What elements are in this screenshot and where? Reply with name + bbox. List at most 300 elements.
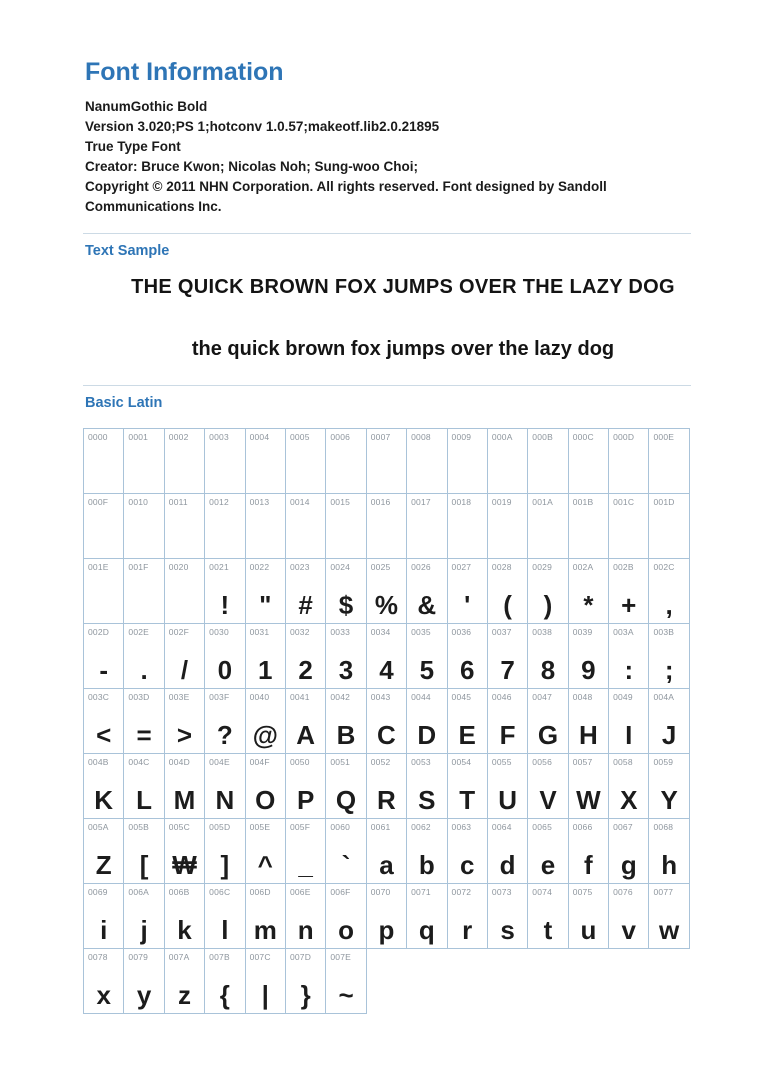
glyph: V <box>539 785 557 815</box>
codepoint-label: 003D <box>128 692 150 702</box>
glyph: p <box>378 915 395 945</box>
glyph: = <box>136 720 152 750</box>
codepoint-label: 0027 <box>451 562 472 572</box>
glyph-cell <box>568 753 609 819</box>
glyph-cell <box>325 948 366 1014</box>
glyph: u <box>580 915 597 945</box>
codepoint-label: 000A <box>491 432 513 442</box>
glyph: q <box>418 915 435 945</box>
codepoint-label: 0029 <box>532 562 553 572</box>
glyph-row <box>83 949 691 1014</box>
text-sample-heading: Text Sample <box>85 243 170 259</box>
glyph: r <box>462 915 473 945</box>
codepoint-label: 006A <box>128 887 150 897</box>
codepoint-label: 0012 <box>209 497 229 507</box>
glyph-row <box>83 428 691 494</box>
glyph-cell <box>164 428 205 494</box>
glyph: " <box>259 590 272 620</box>
glyph: ) <box>543 590 553 620</box>
glyph-cell <box>123 948 164 1014</box>
codepoint-label: 006D <box>249 887 271 897</box>
glyph-cell <box>245 558 286 624</box>
codepoint-label: 0064 <box>491 822 512 832</box>
codepoint-label: 0028 <box>491 562 512 572</box>
codepoint-label: 0042 <box>330 692 351 702</box>
glyph-cell <box>406 688 447 754</box>
codepoint-label: 0077 <box>653 887 674 897</box>
codepoint-label: 007E <box>330 952 351 962</box>
glyph: U <box>498 785 517 815</box>
glyph-cell <box>648 753 689 819</box>
codepoint-label: 0068 <box>653 822 674 832</box>
codepoint-label: 0072 <box>451 887 472 897</box>
codepoint-label: 0023 <box>289 562 310 572</box>
codepoint-label: 0065 <box>532 822 553 832</box>
glyph-cell <box>83 428 124 494</box>
glyph: b <box>418 850 435 880</box>
codepoint-label: 006B <box>168 887 190 897</box>
glyph-cell <box>406 493 447 559</box>
codepoint-label: 0045 <box>451 692 472 702</box>
glyph: 1 <box>258 655 273 685</box>
glyph-cell <box>447 558 488 624</box>
basic-latin-grid <box>83 428 691 1014</box>
glyph-row <box>83 754 691 819</box>
glyph: 6 <box>459 655 475 685</box>
glyph-cell <box>245 688 286 754</box>
codepoint-label: 0039 <box>572 627 593 637</box>
glyph: < <box>96 720 112 750</box>
glyph: H <box>578 720 598 750</box>
glyph-cell <box>285 428 326 494</box>
codepoint-label: 0079 <box>128 952 149 962</box>
glyph: f <box>584 850 593 880</box>
glyph-cell <box>245 428 286 494</box>
codepoint-label: 0052 <box>370 757 391 767</box>
codepoint-label: 007C <box>249 952 271 962</box>
glyph: > <box>176 720 193 750</box>
codepoint-label: 006C <box>209 887 231 897</box>
glyph: . <box>140 655 148 685</box>
glyph-cell <box>204 948 245 1014</box>
glyph: T <box>459 785 476 815</box>
codepoint-label: 000E <box>653 432 675 442</box>
glyph-cell <box>204 753 245 819</box>
codepoint-label: 0019 <box>491 497 512 507</box>
glyph: n <box>297 915 314 945</box>
glyph: X <box>620 785 638 815</box>
glyph: G <box>537 720 559 750</box>
codepoint-label: 0055 <box>491 757 512 767</box>
glyph-cell <box>204 493 245 559</box>
glyph: O <box>255 785 276 815</box>
glyph-cell <box>325 688 366 754</box>
glyph: * <box>583 590 594 620</box>
glyph-cell <box>487 753 528 819</box>
glyph: m <box>253 915 277 945</box>
codepoint-label: 0004 <box>249 432 270 442</box>
codepoint-label: 000B <box>532 432 553 442</box>
glyph-cell <box>487 818 528 884</box>
codepoint-label: 007B <box>209 952 230 962</box>
codepoint-label: 002F <box>168 627 189 637</box>
codepoint-label: 006E <box>289 887 311 897</box>
glyph-cell <box>406 818 447 884</box>
glyph: { <box>219 980 230 1010</box>
glyph-cell <box>245 493 286 559</box>
codepoint-label: 0002 <box>168 432 189 442</box>
codepoint-label: 0018 <box>451 497 472 507</box>
codepoint-label: 0054 <box>451 757 472 767</box>
glyph: d <box>499 850 516 880</box>
text-sample-block <box>83 276 691 361</box>
glyph-row <box>83 494 691 559</box>
glyph-cell <box>83 753 124 819</box>
glyph-cell <box>83 493 124 559</box>
codepoint-label: 0011 <box>168 497 188 507</box>
glyph-cell <box>568 688 609 754</box>
codepoint-label: 0075 <box>572 887 593 897</box>
codepoint-label: 001F <box>128 562 149 572</box>
glyph-cell <box>164 493 205 559</box>
glyph-row <box>83 884 691 949</box>
glyph-cell <box>83 688 124 754</box>
codepoint-label: 001B <box>572 497 594 507</box>
glyph: 4 <box>379 655 394 685</box>
glyph: e <box>540 850 556 880</box>
codepoint-label: 004D <box>168 757 190 767</box>
codepoint-label: 0037 <box>491 627 512 637</box>
glyph: ( <box>503 590 512 620</box>
codepoint-label: 004C <box>128 757 150 767</box>
glyph-cell <box>83 623 124 689</box>
glyph: 7 <box>500 655 515 685</box>
glyph-cell <box>204 428 245 494</box>
codepoint-label: 001D <box>653 497 675 507</box>
glyph: z <box>177 980 191 1010</box>
glyph-cell <box>608 818 649 884</box>
glyph-cell <box>366 688 407 754</box>
glyph: g <box>620 850 637 880</box>
codepoint-label: 0066 <box>572 822 593 832</box>
glyph-cell <box>123 623 164 689</box>
sample-lowercase: the quick brown fox jumps over the lazy dog <box>191 338 615 360</box>
codepoint-label: 0031 <box>249 627 270 637</box>
codepoint-label: 0034 <box>370 627 391 637</box>
codepoint-label: 0041 <box>289 692 310 702</box>
glyph: x <box>96 980 111 1010</box>
glyph-cell <box>406 428 447 494</box>
codepoint-label: 0030 <box>209 627 229 637</box>
codepoint-label: 0073 <box>491 887 512 897</box>
glyph-cell <box>366 753 407 819</box>
glyph-cell <box>487 493 528 559</box>
codepoint-label: 0071 <box>411 887 431 897</box>
codepoint-label: 0058 <box>613 757 633 767</box>
glyph-cell <box>406 623 447 689</box>
codepoint-label: 0009 <box>451 432 472 442</box>
glyph-cell <box>366 428 407 494</box>
codepoint-label: 0026 <box>411 562 431 572</box>
glyph-cell <box>164 623 205 689</box>
glyph-cell <box>285 493 326 559</box>
glyph-cell <box>204 818 245 884</box>
glyph-cell <box>164 753 205 819</box>
glyph: R <box>377 785 396 815</box>
glyph: F <box>499 720 516 750</box>
glyph-cell <box>325 818 366 884</box>
glyph-cell <box>204 688 245 754</box>
glyph-cell <box>285 948 326 1014</box>
font-metadata <box>85 97 685 217</box>
glyph-cell <box>568 558 609 624</box>
glyph: | <box>261 980 269 1010</box>
font-version: Version 3.020;PS 1;hotconv 1.0.57;makeotf.lib2.0.21895 <box>85 119 440 134</box>
glyph-cell <box>487 883 528 949</box>
glyph: i <box>100 915 108 945</box>
glyph-cell <box>608 883 649 949</box>
glyph-cell <box>527 688 568 754</box>
glyph-cell <box>648 428 689 494</box>
glyph-cell <box>406 753 447 819</box>
codepoint-label: 0008 <box>411 432 431 442</box>
codepoint-label: 0043 <box>370 692 391 702</box>
glyph-cell <box>648 818 689 884</box>
glyph: [ <box>139 850 149 880</box>
glyph-cell <box>447 883 488 949</box>
codepoint-label: 0078 <box>88 952 108 962</box>
glyph: E <box>458 720 476 750</box>
glyph-cell <box>608 493 649 559</box>
glyph: $ <box>338 590 354 620</box>
section-divider <box>83 385 691 386</box>
codepoint-label: 0014 <box>289 497 310 507</box>
glyph-cell <box>366 883 407 949</box>
glyph: W <box>576 785 601 815</box>
glyph: ^ <box>257 850 273 880</box>
glyph-cell <box>245 818 286 884</box>
codepoint-label: 0061 <box>370 822 391 832</box>
codepoint-label: 0001 <box>128 432 149 442</box>
codepoint-label: 0032 <box>289 627 310 637</box>
codepoint-label: 005D <box>209 822 231 832</box>
glyph: 9 <box>581 655 596 685</box>
codepoint-label: 003A <box>613 627 634 637</box>
glyph: C <box>377 720 396 750</box>
glyph-cell <box>527 623 568 689</box>
codepoint-label: 005B <box>128 822 150 832</box>
glyph-cell <box>285 623 326 689</box>
codepoint-label: 004A <box>653 692 675 702</box>
sample-uppercase: THE QUICK BROWN FOX JUMPS OVER THE LAZY DOG <box>131 276 675 298</box>
glyph: ` <box>341 850 351 880</box>
codepoint-label: 0059 <box>653 757 674 767</box>
codepoint-label: 001C <box>613 497 635 507</box>
glyph-cell <box>608 623 649 689</box>
glyph-cell <box>487 558 528 624</box>
codepoint-label: 006F <box>330 887 351 897</box>
glyph: I <box>625 720 633 750</box>
glyph-cell <box>285 753 326 819</box>
glyph-cell <box>123 818 164 884</box>
glyph: P <box>296 785 315 815</box>
glyph-cell <box>366 623 407 689</box>
glyph-cell <box>568 883 609 949</box>
glyph: A <box>296 720 316 750</box>
glyph-row <box>83 819 691 884</box>
codepoint-label: 000F <box>88 497 109 507</box>
glyph-cell <box>325 558 366 624</box>
glyph-cell <box>447 493 488 559</box>
glyph-cell <box>164 883 205 949</box>
glyph-cell <box>608 688 649 754</box>
codepoint-label: 0048 <box>572 692 593 702</box>
glyph: Y <box>660 785 678 815</box>
glyph-cell <box>406 558 447 624</box>
glyph: , <box>665 590 673 620</box>
glyph: M <box>173 785 196 815</box>
glyph-cell <box>568 428 609 494</box>
glyph: D <box>417 720 437 750</box>
glyph-cell <box>447 818 488 884</box>
codepoint-label: 0040 <box>249 692 270 702</box>
glyph: B <box>336 720 356 750</box>
glyph-cell <box>648 883 689 949</box>
glyph: ₩ <box>172 850 197 880</box>
glyph-cell <box>204 558 245 624</box>
codepoint-label: 0024 <box>330 562 351 572</box>
glyph-cell <box>648 688 689 754</box>
glyph-cell <box>204 623 245 689</box>
glyph-cell <box>325 883 366 949</box>
glyph: ] <box>220 850 230 880</box>
codepoint-label: 0038 <box>532 627 553 637</box>
codepoint-label: 0007 <box>370 432 391 442</box>
glyph: L <box>136 785 153 815</box>
glyph: ! <box>220 590 230 620</box>
codepoint-label: 0020 <box>168 562 189 572</box>
glyph-cell <box>487 688 528 754</box>
glyph: l <box>221 915 229 945</box>
glyph-cell <box>527 558 568 624</box>
glyph-cell <box>608 558 649 624</box>
glyph: ? <box>216 720 233 750</box>
glyph: _ <box>298 850 313 880</box>
glyph: 8 <box>540 655 556 685</box>
glyph: # <box>298 590 313 620</box>
glyph: k <box>177 915 192 945</box>
glyph-cell <box>568 623 609 689</box>
basic-latin-heading: Basic Latin <box>85 395 163 411</box>
glyph-row <box>83 689 691 754</box>
codepoint-label: 0025 <box>370 562 391 572</box>
glyph-cell <box>366 558 407 624</box>
codepoint-label: 005A <box>88 822 109 832</box>
glyph-cell <box>245 948 286 1014</box>
codepoint-label: 0017 <box>411 497 431 507</box>
codepoint-label: 0010 <box>128 497 149 507</box>
glyph: 5 <box>419 655 435 685</box>
glyph-cell <box>325 753 366 819</box>
glyph: ~ <box>338 980 354 1010</box>
codepoint-label: 0063 <box>451 822 472 832</box>
codepoint-label: 004E <box>209 757 230 767</box>
glyph-cell <box>285 883 326 949</box>
codepoint-label: 003E <box>168 692 190 702</box>
glyph-cell <box>204 883 245 949</box>
glyph-cell <box>608 428 649 494</box>
glyph: w <box>659 915 680 945</box>
glyph: } <box>300 980 311 1010</box>
glyph-cell <box>83 883 124 949</box>
codepoint-label: 0016 <box>370 497 391 507</box>
codepoint-label: 0067 <box>613 822 633 832</box>
codepoint-label: 002D <box>88 627 110 637</box>
codepoint-label: 003B <box>653 627 675 637</box>
glyph: J <box>661 720 677 750</box>
codepoint-label: 0057 <box>572 757 593 767</box>
glyph-cell <box>527 883 568 949</box>
glyph: c <box>459 850 475 880</box>
glyph-cell <box>648 623 689 689</box>
glyph-cell <box>527 493 568 559</box>
glyph-cell <box>447 753 488 819</box>
glyph-cell <box>123 493 164 559</box>
glyph-cell <box>568 493 609 559</box>
codepoint-label: 0049 <box>613 692 633 702</box>
glyph-cell <box>648 558 689 624</box>
codepoint-label: 005E <box>249 822 271 832</box>
glyph: % <box>374 590 398 620</box>
codepoint-label: 0000 <box>88 432 108 442</box>
codepoint-label: 0013 <box>249 497 270 507</box>
glyph: o <box>338 915 354 945</box>
codepoint-label: 0021 <box>209 562 229 572</box>
codepoint-label: 0033 <box>330 627 351 637</box>
glyph: h <box>661 850 678 880</box>
glyph: 2 <box>298 655 313 685</box>
glyph-cell <box>527 818 568 884</box>
glyph-cell <box>164 558 205 624</box>
glyph: S <box>418 785 436 815</box>
section-divider <box>83 233 691 234</box>
codepoint-label: 0060 <box>330 822 351 832</box>
codepoint-label: 002C <box>653 562 675 572</box>
codepoint-label: 003F <box>209 692 230 702</box>
codepoint-label: 001A <box>532 497 553 507</box>
codepoint-label: 0050 <box>289 757 310 767</box>
codepoint-label: 002A <box>572 562 594 572</box>
glyph: & <box>417 590 437 620</box>
glyph-row <box>83 559 691 624</box>
glyph-cell <box>123 688 164 754</box>
codepoint-label: 0006 <box>330 432 351 442</box>
glyph: j <box>140 915 148 945</box>
glyph-cell <box>325 623 366 689</box>
codepoint-label: 004B <box>88 757 109 767</box>
glyph-cell <box>285 688 326 754</box>
glyph-cell <box>123 753 164 819</box>
codepoint-label: 004F <box>249 757 270 767</box>
codepoint-label: 0069 <box>88 887 108 897</box>
glyph: a <box>379 850 394 880</box>
glyph-cell <box>83 818 124 884</box>
codepoint-label: 0022 <box>249 562 270 572</box>
glyph-cell <box>285 818 326 884</box>
glyph: @ <box>252 720 278 750</box>
glyph-cell <box>366 818 407 884</box>
glyph: ; <box>664 655 674 685</box>
